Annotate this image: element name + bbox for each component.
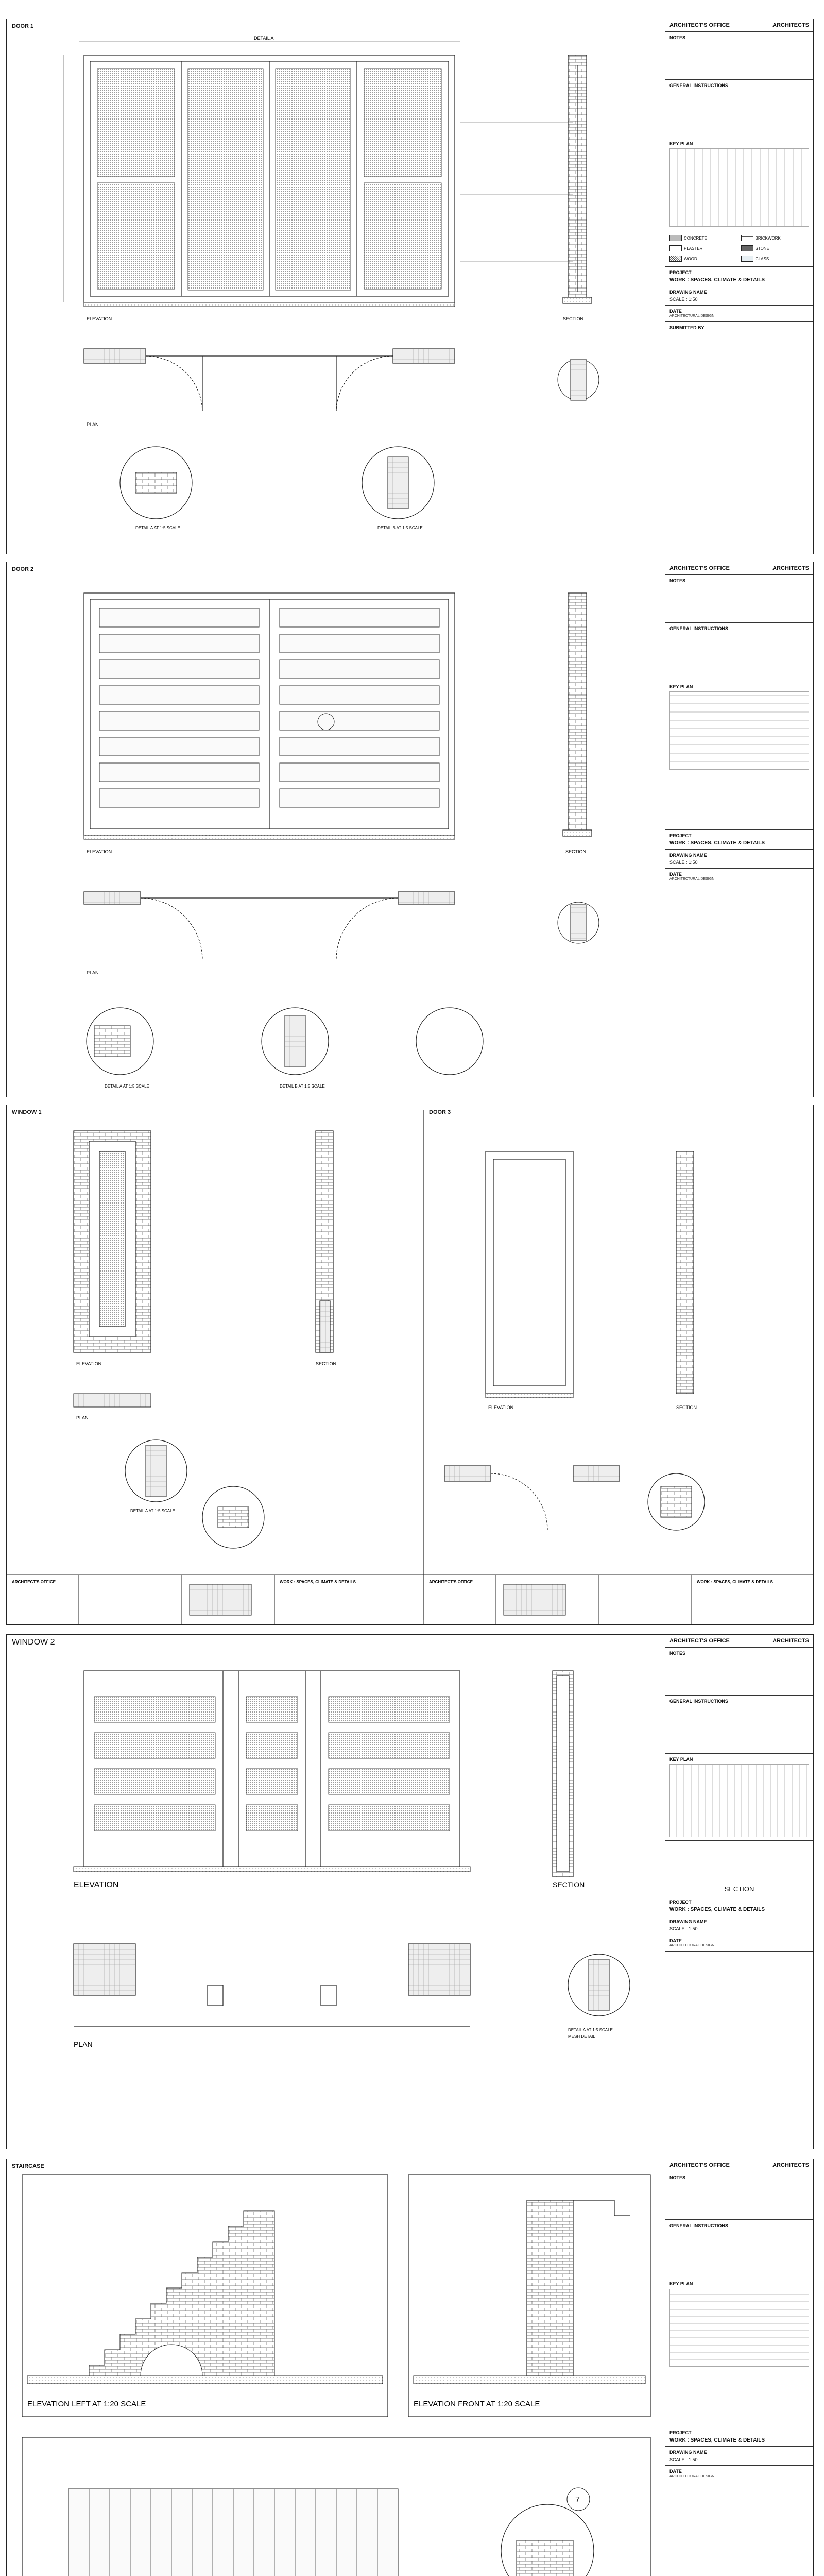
- sheet-title: DOOR 1: [12, 23, 34, 29]
- sheet-window-2: [6, 1634, 814, 2149]
- elevation-front-label: ELEVATION FRONT AT 1:20 SCALE: [414, 2400, 540, 2409]
- section-label: SECTION: [565, 849, 587, 854]
- sheet-window-1: [6, 1105, 814, 1625]
- title-block: ARCHITECT'S OFFICE ARCHITECTS NOTES GENERAL INSTRUCTIONS KEY PLAN CONCRETE BRICKWORK PLASTER STONE WOOD GLASS PROJECT WORK : SPACES, CLIMATE & DETAILS DRAWING NAME SCALE : 1:50 DATE ARCHITECTURAL DESIGN SUBMITTED BY: [665, 19, 813, 554]
- door1-drawing: [7, 19, 666, 555]
- elevation-label: ELEVATION: [76, 1361, 102, 1366]
- sheet-title-2: DOOR 3: [429, 1109, 451, 1115]
- detail-a-label: DETAIL A AT 1:5 SCALE: [135, 526, 180, 530]
- sheet-title: STAIRCASE: [12, 2163, 44, 2170]
- section-label: SECTION: [316, 1361, 337, 1366]
- detail-a-label: DETAIL A AT 1:5 SCALE: [130, 1509, 175, 1513]
- svg-text:ARCHITECT'S OFFICE: ARCHITECT'S OFFICE: [429, 1580, 473, 1584]
- svg-text:SECTION: SECTION: [676, 1405, 697, 1410]
- plan-label: PLAN: [76, 1415, 89, 1420]
- window2-drawing: [7, 1635, 666, 2150]
- plan-label: PLAN: [87, 970, 99, 975]
- title-block: ARCHITECT'S OFFICE ARCHITECTS NOTES GENERAL INSTRUCTIONS KEY PLAN PROJECT WORK : SPACES, CLIMATE & DETAILS DRAWING NAME SCALE : 1:50 DATE ARCHITECTURAL DESIGN: [665, 2159, 813, 2576]
- svg-text:ARCHITECT'S OFFICE: ARCHITECT'S OFFICE: [12, 1580, 56, 1584]
- sheet-title: WINDOW 1: [12, 1109, 42, 1115]
- elevation-label: ELEVATION: [87, 849, 112, 854]
- svg-text:ELEVATION: ELEVATION: [488, 1405, 514, 1410]
- detail-a-label: DETAIL A AT 1:5 SCALE: [105, 1084, 149, 1089]
- sheet-title: WINDOW 2: [12, 1638, 55, 1647]
- title-block: ARCHITECT'S OFFICE ARCHITECTS NOTES GENERAL INSTRUCTIONS KEY PLAN SECTION PROJECT WORK : SPACES, CLIMATE & DETAILS DRAWING NAME SCALE : 1:50 DATE ARCHITECTURAL DESIGN: [665, 1635, 813, 2149]
- elevation-label: ELEVATION: [74, 1880, 119, 1889]
- svg-text:WORK : SPACES, CLIMATE & DETAI: WORK : SPACES, CLIMATE & DETAILS: [697, 1580, 773, 1584]
- sheet-door-1: [6, 19, 814, 554]
- staircase-drawing: [7, 2159, 666, 2576]
- plan-label: PLAN: [87, 422, 99, 427]
- plan-label: PLAN: [74, 2040, 93, 2048]
- svg-text:7: 7: [575, 2496, 580, 2504]
- elevation-label: ELEVATION: [87, 316, 112, 321]
- detail-b-label: DETAIL B AT 1:5 SCALE: [377, 526, 423, 530]
- sheet-staircase: [6, 2159, 814, 2576]
- elevation-left-label: ELEVATION LEFT AT 1:20 SCALE: [27, 2400, 146, 2409]
- window1-drawing: [7, 1105, 814, 1625]
- sheet-title: DOOR 2: [12, 566, 34, 572]
- section-label: SECTION: [563, 316, 584, 321]
- detail-a-label: DETAIL A AT 1:5 SCALE: [568, 2028, 613, 2032]
- svg-text:DETAIL A: DETAIL A: [254, 36, 274, 41]
- section-label: SECTION: [553, 1880, 585, 1889]
- title-block: ARCHITECT'S OFFICE ARCHITECTS NOTES GENERAL INSTRUCTIONS KEY PLAN PROJECT WORK : SPACES, CLIMATE & DETAILS DRAWING NAME SCALE : 1:50 DATE ARCHITECTURAL DESIGN: [665, 562, 813, 1097]
- svg-text:MESH DETAIL: MESH DETAIL: [568, 2034, 595, 2039]
- door2-drawing: [7, 562, 666, 1098]
- detail-b-label: DETAIL B AT 1:5 SCALE: [280, 1084, 325, 1089]
- svg-text:WORK : SPACES, CLIMATE & DETAI: WORK : SPACES, CLIMATE & DETAILS: [280, 1580, 356, 1584]
- sheet-door-2: [6, 562, 814, 1097]
